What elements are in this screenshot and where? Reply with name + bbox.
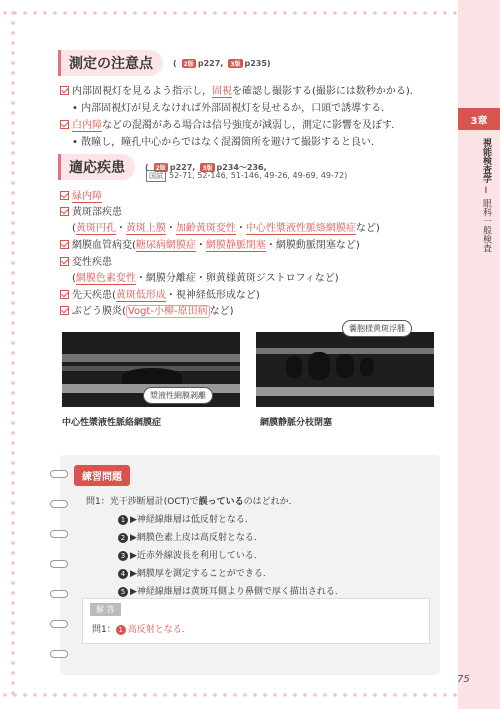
checkbox-icon bbox=[60, 86, 69, 95]
section-title-caution-label: 測定の注意点 bbox=[58, 50, 163, 76]
highlight-fixation: 固視 bbox=[212, 86, 232, 97]
exercise-option-3: 3 ▶近赤外線波長を利用している． bbox=[118, 548, 263, 561]
exercise-option-5: 5 ▶神経線維層は黄斑耳側より鼻側で厚く描出される． bbox=[118, 584, 344, 597]
side-title-sub: Ⅰ 眼科一般検査 bbox=[481, 185, 491, 253]
indication-degenerative: 変性疾患 bbox=[60, 253, 112, 268]
spiral-ring bbox=[50, 560, 68, 568]
section-title-caution bbox=[58, 50, 271, 76]
indication-uveitis: ぶどう膜炎( Vogt-小柳-原田病 など) bbox=[60, 302, 233, 317]
spiral-ring bbox=[50, 470, 68, 478]
ref-tag: 3版 bbox=[230, 60, 241, 68]
ref-text: p227, bbox=[169, 162, 196, 172]
callout-cystoid-edema: 嚢胞様黄斑浮腫 bbox=[342, 320, 412, 337]
caption-left: 中心性漿液性脈絡網膜症 bbox=[62, 418, 162, 428]
caption-right: 網膜静脈分枝閉塞 bbox=[260, 418, 333, 428]
dotted-border-bottom bbox=[0, 690, 500, 700]
checkbox-icon bbox=[60, 290, 69, 299]
checkbox-icon bbox=[60, 207, 69, 216]
ref-tag: 2版 bbox=[155, 164, 166, 172]
spiral-ring bbox=[50, 590, 68, 598]
indication-macular: 黄斑部疾患 bbox=[60, 203, 122, 218]
chapter-tab: 3章 bbox=[458, 108, 500, 130]
caution-sub-2: • 散瞳し，瞳孔中心からではなく混濁箇所を避けて撮影すると良い． bbox=[72, 137, 381, 148]
checkbox-icon bbox=[60, 257, 69, 266]
answer-text: 問1： 1 高反射となる． bbox=[92, 625, 191, 635]
checkbox-icon bbox=[60, 306, 69, 315]
caution-item-2: 白内障などの混濁がある場合は信号強度が減弱し，測定に影響を及ぼす． bbox=[60, 116, 401, 131]
indication-macular-list: (黄斑円孔・黄斑上膜・加齢黄斑変性・中心性漿液性脈絡網膜症など) bbox=[72, 223, 380, 234]
exercise-option-4: 4 ▶網膜厚を測定することができる． bbox=[118, 566, 272, 579]
exercise-title: 練習問題 bbox=[74, 465, 130, 486]
section1-ref: ( 2版 p227, 3版 p235) bbox=[173, 58, 271, 68]
indication-congenital: 先天疾患(黄斑低形成・視神経低形成など) bbox=[60, 286, 260, 301]
page-number: 75 bbox=[457, 674, 470, 685]
ref-text: p227, bbox=[197, 58, 224, 68]
ref-text: p234～236, bbox=[216, 162, 267, 172]
checkbox-icon bbox=[60, 240, 69, 249]
section-title-indications-label: 適応疾患 bbox=[58, 154, 135, 180]
answer-box bbox=[82, 598, 430, 644]
spiral-ring bbox=[50, 500, 68, 508]
highlight-cataract: 白内障 bbox=[72, 120, 102, 131]
spiral-ring bbox=[50, 530, 68, 538]
caution-sub-1: • 内部固視灯が見えなければ外部固視灯を見せるか，口頭で誘導する． bbox=[72, 103, 392, 114]
indication-degenerative-list: (網膜色素変性・網膜分離症・卵黄様黄斑ジストロフィなど) bbox=[72, 273, 339, 284]
side-band bbox=[458, 0, 500, 709]
answer-label: 解 答 bbox=[90, 603, 121, 616]
exercise-question: 問1：光干渉断層計(OCT)で誤っているのはどれか． bbox=[86, 497, 298, 507]
side-title bbox=[466, 138, 492, 253]
kokushi-ref: 国試 52-71, 52-146, 51-146, 49-26, 49-69, 49-72) bbox=[146, 170, 347, 182]
indication-vascular: 網膜血管病変(糖尿病網膜症・網膜静脈閉塞・網膜動脈閉塞など) bbox=[60, 236, 360, 251]
section2-ref: ( 2版 p227, 3版 p234～236, bbox=[145, 162, 267, 172]
callout-serous-detachment: 漿液性網膜剥離 bbox=[143, 387, 213, 404]
dotted-border-left bbox=[8, 8, 18, 700]
checkbox-icon bbox=[60, 120, 69, 129]
side-title-main: 視能検査学 bbox=[481, 138, 491, 183]
caution-item-1: 内部固視灯を見るよう指示し，固視を確認し撮影する(撮影には数秒かかる)． bbox=[60, 82, 420, 97]
ref-text: p235) bbox=[244, 58, 271, 68]
exercise-option-2: 2 ▶網膜色素上皮は高反射となる． bbox=[118, 530, 263, 543]
oct-image-brvo bbox=[256, 332, 434, 407]
indication-glaucoma: 緑内障 bbox=[60, 187, 102, 202]
dotted-border-top bbox=[0, 8, 500, 18]
ref-tag: 2版 bbox=[183, 60, 194, 68]
ref-tag: 3版 bbox=[202, 164, 213, 172]
kokushi-tag: 国試 bbox=[146, 170, 166, 182]
spiral-ring bbox=[50, 650, 68, 658]
exercise-option-1: 1 ▶神経線維層は低反射となる． bbox=[118, 512, 254, 525]
checkbox-icon bbox=[60, 191, 69, 200]
spiral-ring bbox=[50, 620, 68, 628]
